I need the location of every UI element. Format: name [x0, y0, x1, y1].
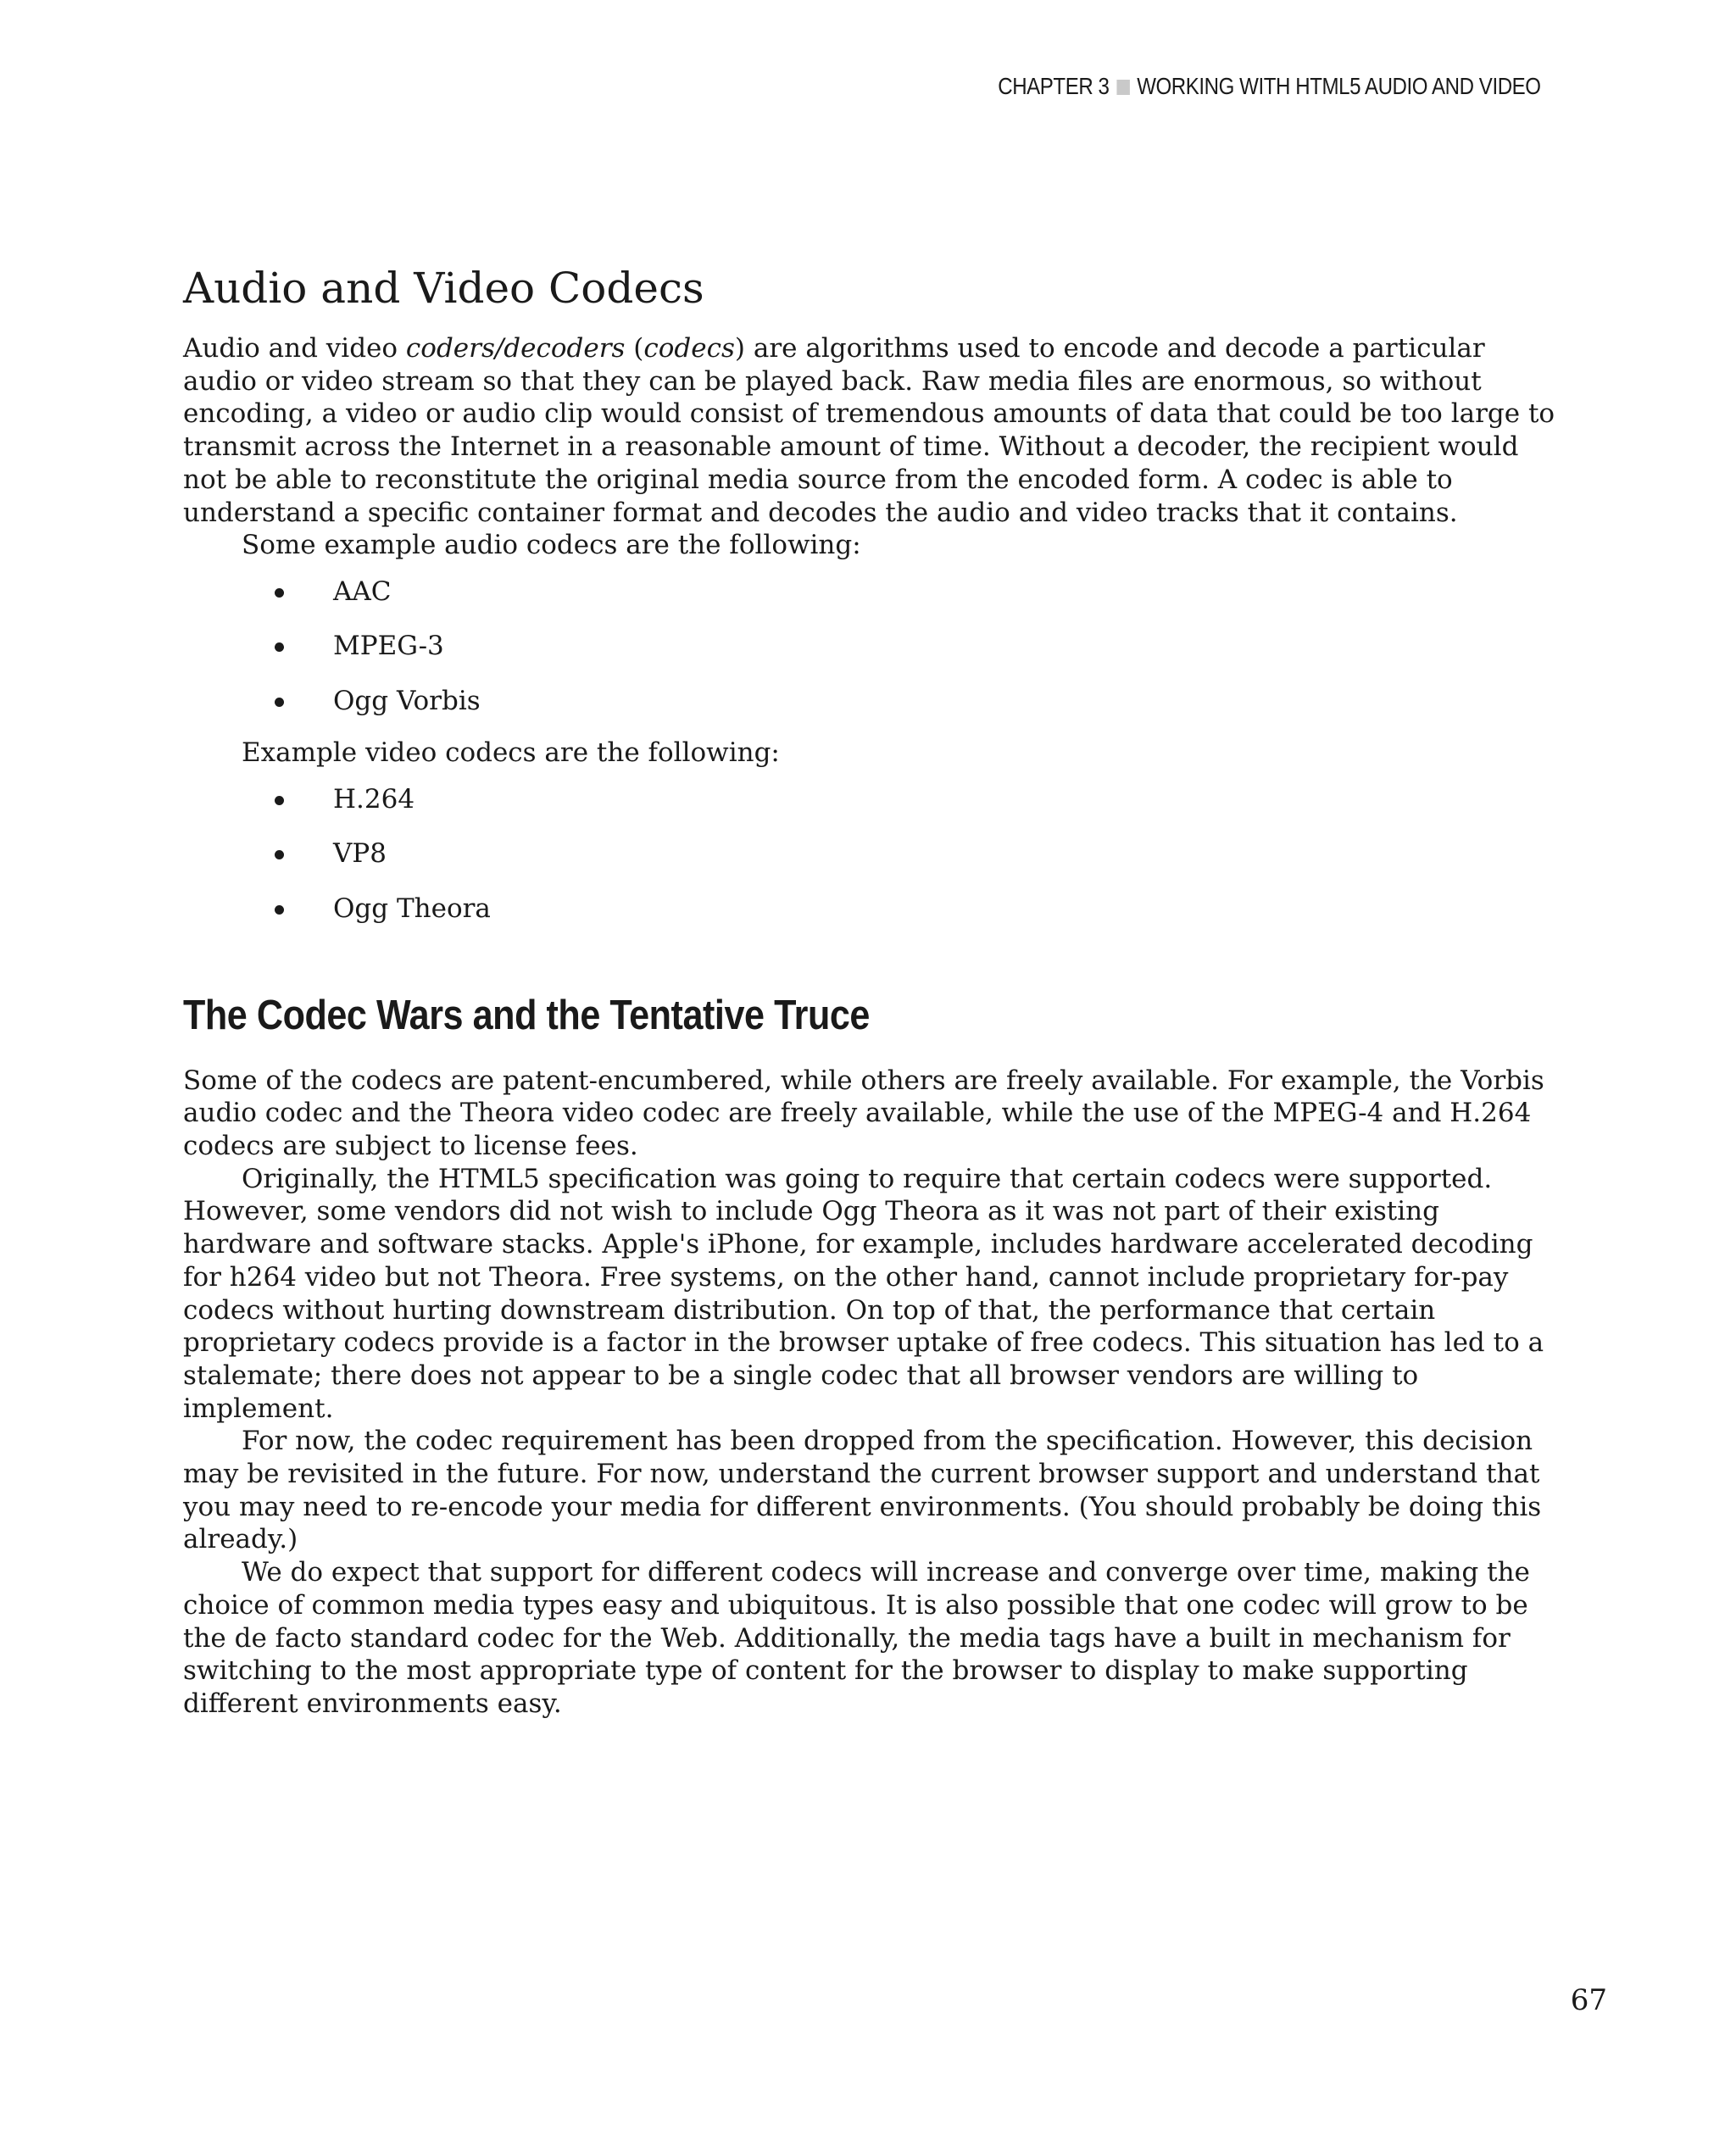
intro-paragraph: Audio and video coders/decoders (codecs) are algorithms used to encode and decode a particular audio or video stream so that they can be played back. Raw media files are enormous, so without encoding, a video or audio clip would consist of tremendous amounts of data that could be too large to transmit across the Internet in a reasonable amount of time. Without a decoder, the recipient would not be able to reconstitute the original media source from the encoded form. A codec is able to understand a specific container format and decodes the audio and video tracks that it contains.	[183, 333, 1555, 528]
list-item: AAC	[183, 576, 1556, 631]
paragraph: Some of the codecs are patent-encumbered, while others are freely available. For example, the Vorbis audio codec and the Theora video codec are freely available, while the use of the MPEG-4 and H.264 codecs are subject to license fees.	[183, 1065, 1544, 1162]
bullet-icon	[275, 642, 284, 652]
video-codecs-lead: Example video codecs are the following:	[242, 737, 780, 768]
list-item: VP8	[183, 837, 1556, 893]
bullet-icon	[275, 588, 284, 598]
running-header	[999, 73, 1541, 100]
chapter-label: CHAPTER 3	[998, 73, 1110, 99]
section-heading: Audio and Video Codecs	[183, 264, 704, 313]
list-item: MPEG-3	[183, 630, 1556, 685]
bullet-icon	[275, 796, 284, 805]
paragraph: We do expect that support for different codecs will increase and converge over time, making the choice of common media types easy and ubiquitous. It is also possible that one codec will grow to be the de facto standard codec for the Web. Additionally, the media tags have a built in mechanism for switching to the most appropriate type of content for the browser to display to make supporting different environments easy.	[183, 1557, 1530, 1719]
bullet-icon	[275, 850, 284, 859]
audio-codec-list	[183, 576, 1556, 723]
page-body	[183, 263, 1556, 1721]
paragraph: Originally, the HTML5 specification was going to require that certain codecs were supported. However, some vendors did not wish to include Ogg Theora as it was not part of their existing hardware and software stacks. Apple's iPhone, for example, includes hardware accelerated decoding for h264 video but not Theora. Free systems, on the other hand, cannot include proprietary for-pay codecs without hurting downstream distribution. On top of that, the performance that certain proprietary codecs provide is a factor in the browser uptake of free codecs. This situation has led to a stalemate; there does not appear to be a single codec that all browser vendors are willing to implement.	[183, 1163, 1544, 1424]
chapter-title: WORKING WITH HTML5 AUDIO AND VIDEO	[1137, 73, 1541, 99]
audio-codecs-lead: Some example audio codecs are the following:	[242, 530, 861, 561]
separator-square-icon	[1117, 80, 1130, 95]
paragraph: For now, the codec requirement has been dropped from the specification. However, this decision may be revisited in the future. For now, understand the current browser support and understand that you may need to re-encode your media for different environments. (You should probably be doing this already.)	[183, 1426, 1542, 1555]
term-coders-decoders: coders/decoders	[405, 333, 626, 364]
page-number: 67	[1570, 1983, 1607, 2017]
subsection-heading: The Codec Wars and the Tentative Truce	[183, 992, 870, 1038]
video-codec-list	[183, 783, 1556, 931]
bullet-icon	[275, 905, 284, 915]
list-item: Ogg Vorbis	[183, 685, 1556, 723]
term-codecs: codecs	[643, 333, 735, 364]
list-item: H.264	[183, 783, 1556, 838]
list-item: Ogg Theora	[183, 893, 1556, 931]
bullet-icon	[275, 698, 284, 707]
